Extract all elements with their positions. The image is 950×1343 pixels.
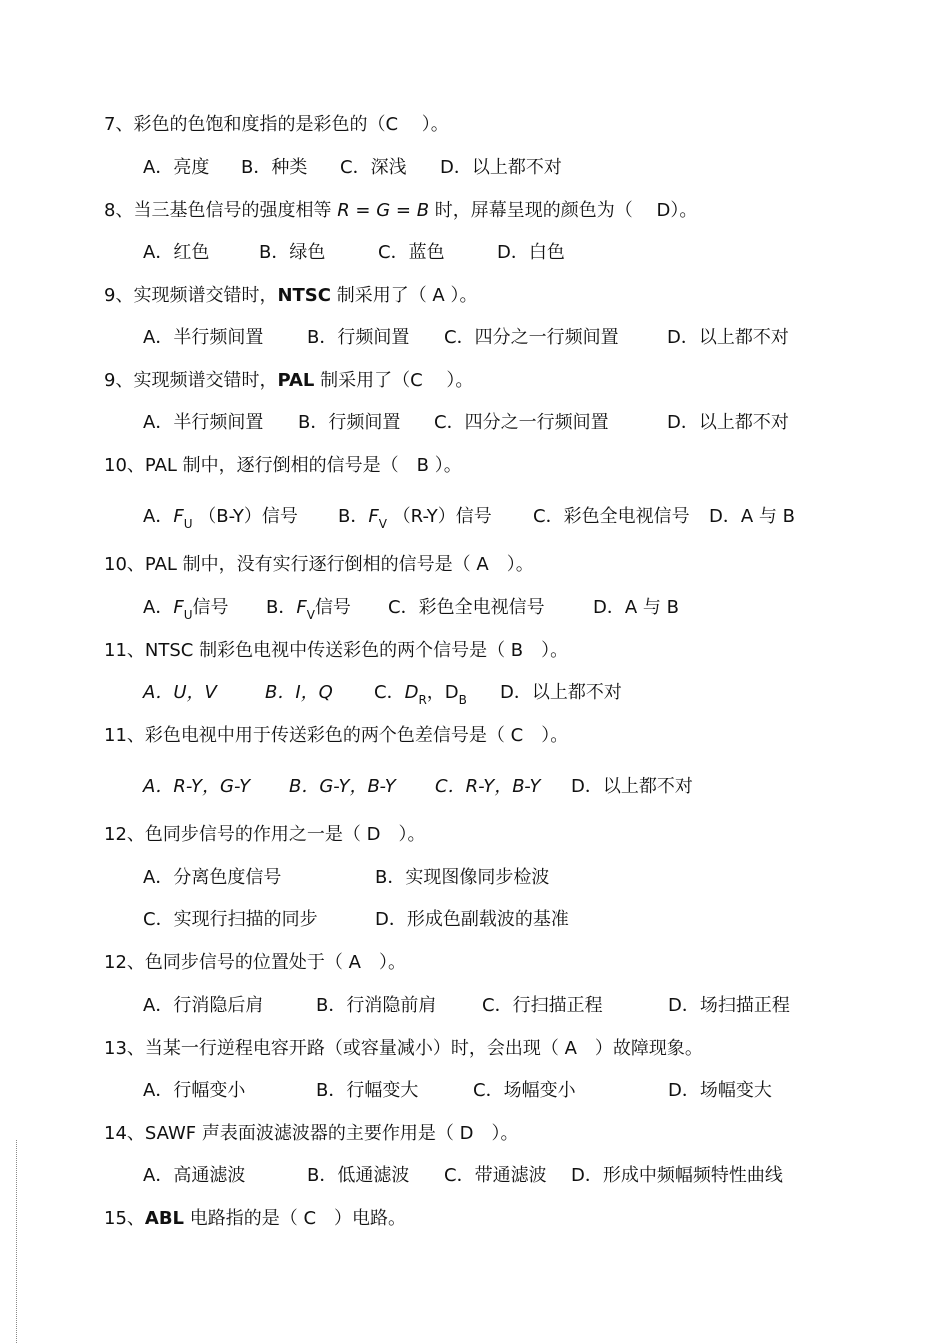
- q9b-stem-end: 制采用了（C ）。: [314, 370, 474, 391]
- question-13: 13、当某一行逆程电容开路（或容量减小）时，会出现（ A ）故障现象。: [104, 1038, 703, 1059]
- q13-option-c: C．场幅变小: [473, 1080, 576, 1101]
- q8-option-d: D．白色: [497, 242, 565, 263]
- q9b-option-d: D．以上都不对: [667, 412, 789, 433]
- question-9-ntsc: [104, 285, 477, 307]
- q9b-stem-start: 9、实现频谱交错时，: [104, 370, 278, 391]
- q11b-option-a: A．R-Y，G-Y: [143, 776, 251, 797]
- q10a-opt-b-symbol: F: [368, 506, 379, 527]
- question-11-color-diff: 11、彩色电视中用于传送彩色的两个色差信号是（ C ）。: [104, 725, 569, 746]
- q11a-opt-c-sub-b: B: [458, 693, 467, 707]
- q12b-option-c: C．行扫描正程: [482, 995, 603, 1016]
- q10b-opt-b-rest: 信号: [314, 597, 351, 618]
- q9b-bold: PAL: [277, 370, 315, 391]
- q9b-option-c: C．四分之一行频间置: [434, 412, 609, 433]
- q11a-opt-c-sub-r: R: [418, 693, 427, 707]
- q11a-opt-c-label: C．: [374, 682, 405, 703]
- question-8: [104, 200, 697, 222]
- q11a-option-d: D．以上都不对: [500, 682, 622, 703]
- q12b-option-b: B．行消隐前肩: [316, 995, 437, 1016]
- question-15: [104, 1208, 406, 1230]
- q10a-opt-a-label: A．: [143, 506, 174, 527]
- q15-stem-end: 电路指的是（ C ）电路。: [184, 1208, 407, 1229]
- q10a-opt-a-rest: （B-Y）信号: [198, 506, 298, 527]
- binding-margin-dotted-line: [16, 1140, 17, 1343]
- q10b-opt-a-rest: 信号: [192, 597, 229, 618]
- q14-option-d: D．形成中频幅频特性曲线: [571, 1165, 783, 1186]
- q9a-option-d: D．以上都不对: [667, 327, 789, 348]
- q7-option-b: B．种类: [241, 157, 308, 178]
- q10b-opt-a-symbol: F: [173, 597, 184, 618]
- q15-bold: ABL: [144, 1208, 185, 1229]
- q13-option-b: B．行幅变大: [316, 1080, 419, 1101]
- q9a-stem-start: 9、实现频谱交错时，: [104, 285, 278, 306]
- q11a-option-a: A．U，V: [143, 682, 217, 703]
- q12a-option-a: A．分离色度信号: [143, 867, 282, 888]
- q7-option-c: C．深浅: [340, 157, 407, 178]
- q14-option-a: A．高通滤波: [143, 1165, 246, 1186]
- q10a-opt-b-label: B．: [338, 506, 369, 527]
- q9a-option-c: C．四分之一行频间置: [444, 327, 619, 348]
- q7-option-a: A．亮度: [143, 157, 210, 178]
- q10a-opt-b-sub: V: [378, 517, 387, 531]
- question-10-alternating: 10、PAL 制中，逐行倒相的信号是（ B ）。: [104, 455, 462, 476]
- q11a-opt-c-sep: ，D: [426, 682, 459, 703]
- q9a-option-a: A．半行频间置: [143, 327, 264, 348]
- q8-stem-start: 8、当三基色信号的强度相等: [104, 200, 338, 221]
- q10a-opt-a-symbol: F: [173, 506, 184, 527]
- q9b-option-b: B．行频间置: [298, 412, 401, 433]
- q10b-option-b: [266, 597, 351, 622]
- q10a-opt-a-sub: U: [183, 517, 193, 531]
- q10a-option-a: [143, 506, 298, 531]
- q10b-opt-a-label: A．: [143, 597, 174, 618]
- q14-option-b: B．低通滤波: [307, 1165, 410, 1186]
- q8-option-c: C．蓝色: [378, 242, 445, 263]
- q10a-opt-b-rest: （R-Y）信号: [392, 506, 492, 527]
- q14-option-c: C．带通滤波: [444, 1165, 547, 1186]
- q10a-option-d: D．A 与 B: [709, 506, 795, 527]
- question-14: 14、SAWF 声表面波滤波器的主要作用是（ D ）。: [104, 1123, 519, 1144]
- question-9-pal: [104, 370, 473, 392]
- q11a-option-c: [374, 682, 467, 707]
- q7-option-d: D．以上都不对: [440, 157, 562, 178]
- q8-option-b: B．绿色: [259, 242, 326, 263]
- q11b-option-c: C．R-Y，B-Y: [435, 776, 541, 797]
- q12b-option-a: A．行消隐后肩: [143, 995, 264, 1016]
- question-12-function: 12、色同步信号的作用之一是（ D ）。: [104, 824, 426, 845]
- q10b-opt-a-sub: U: [183, 608, 193, 622]
- q12a-option-b: B．实现图像同步检波: [375, 867, 550, 888]
- q15-stem-start: 15、: [104, 1208, 145, 1229]
- q9a-bold: NTSC: [277, 285, 331, 306]
- q8-option-a: A．红色: [143, 242, 210, 263]
- q9a-stem-end: 制采用了（ A ）。: [330, 285, 478, 306]
- q10b-opt-b-symbol: F: [296, 597, 307, 618]
- q10a-option-b: [338, 506, 492, 531]
- q12a-option-c: C．实现行扫描的同步: [143, 909, 318, 930]
- q13-option-a: A．行幅变小: [143, 1080, 246, 1101]
- q9a-option-b: B．行频间置: [307, 327, 410, 348]
- q12a-option-d: D．形成色副载波的基准: [375, 909, 569, 930]
- q12b-option-d: D．场扫描正程: [668, 995, 790, 1016]
- question-11-ntsc: 11、NTSC 制彩色电视中传送彩色的两个信号是（ B ）。: [104, 640, 569, 661]
- question-10-non-alternating: 10、PAL 制中，没有实行逐行倒相的信号是（ A ）。: [104, 554, 534, 575]
- q8-formula: R = G = B: [337, 200, 430, 221]
- q11a-option-b: B．I，Q: [265, 682, 333, 703]
- q13-option-d: D．场幅变大: [668, 1080, 772, 1101]
- q10b-opt-b-sub: V: [306, 608, 315, 622]
- question-12-position: 12、色同步信号的位置处于（ A ）。: [104, 952, 406, 973]
- question-7: 7、彩色的色饱和度指的是彩色的（C ）。: [104, 114, 449, 135]
- q9b-option-a: A．半行频间置: [143, 412, 264, 433]
- q10a-option-c: C．彩色全电视信号: [533, 506, 690, 527]
- q10b-option-d: D．A 与 B: [593, 597, 679, 618]
- q11a-opt-c-d: D: [404, 682, 419, 703]
- q11b-option-b: B．G-Y，B-Y: [289, 776, 396, 797]
- q11b-option-d: D．以上都不对: [571, 776, 693, 797]
- q10b-option-c: C．彩色全电视信号: [388, 597, 545, 618]
- q10b-opt-b-label: B．: [266, 597, 297, 618]
- q8-stem-end: 时，屏幕呈现的颜色为（ D）。: [429, 200, 698, 221]
- q10b-option-a: [143, 597, 229, 622]
